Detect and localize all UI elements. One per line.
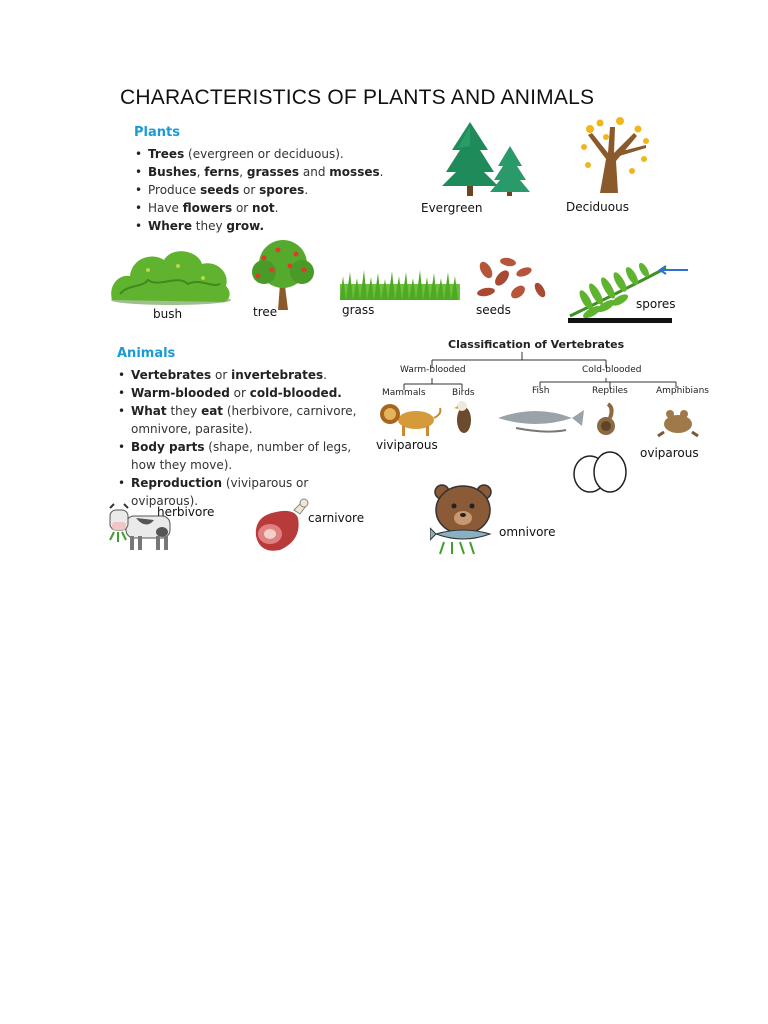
list-item: • Bushes, ferns, grasses and mosses.: [134, 163, 384, 181]
grass-label: grass: [342, 303, 375, 317]
meat-image: [250, 496, 314, 556]
cold-blooded-label: Cold-blooded: [582, 365, 642, 375]
grass-image: [340, 268, 460, 300]
warm-blooded-label: Warm-blooded: [400, 365, 466, 375]
animals-heading: Animals: [117, 346, 176, 361]
herbivore-label: herbivore: [157, 505, 215, 519]
page-title: CHARACTERISTICS OF PLANTS AND ANIMALS: [120, 86, 595, 109]
deciduous-image: [576, 115, 658, 195]
list-item: • Produce seeds or spores.: [134, 181, 384, 199]
plants-heading: Plants: [134, 125, 180, 140]
tree-image: [244, 240, 322, 312]
group-amphibians: Amphibians: [656, 386, 709, 396]
fern-image: [566, 238, 690, 324]
eggs-image: [570, 450, 632, 496]
group-birds: Birds: [452, 388, 475, 398]
list-item: • Vertebrates or invertebrates.: [117, 366, 373, 384]
viviparous-label: viviparous: [376, 438, 438, 452]
evergreen-label: Evergreen: [421, 201, 483, 215]
seeds-image: [472, 254, 552, 300]
list-item: • Have flowers or not.: [134, 199, 384, 217]
evergreen-image: [440, 120, 532, 200]
classification-title: Classification of Vertebrates: [448, 338, 625, 351]
spores-label: spores: [636, 297, 676, 311]
omnivore-label: omnivore: [499, 525, 556, 539]
group-reptiles: Reptiles: [592, 386, 628, 396]
oviparous-label: oviparous: [640, 446, 699, 460]
tree-label: tree: [253, 305, 278, 319]
list-item: • Body parts (shape, number of legs, how they move).: [117, 438, 373, 474]
list-item: • Reproduction (viviparous or oviparous).: [117, 474, 373, 510]
carnivore-label: carnivore: [308, 511, 365, 525]
bear-image: [430, 482, 496, 556]
seeds-label: seeds: [476, 303, 511, 317]
list-item: • What they eat (herbivore, carnivore, omnivore, parasite).: [117, 402, 373, 438]
bush-image: [108, 244, 234, 306]
deciduous-label: Deciduous: [566, 200, 629, 214]
list-item: • Trees (evergreen or deciduous).: [134, 145, 384, 163]
bush-label: bush: [153, 307, 183, 321]
group-fish: Fish: [532, 386, 550, 396]
plants-list: [134, 145, 384, 235]
list-item: • Where they grow.: [134, 217, 384, 235]
list-item: • Warm-blooded or cold-blooded.: [117, 384, 373, 402]
vertebrate-classification-diagram: [366, 334, 712, 442]
animals-list: [117, 366, 373, 510]
group-mammals: Mammals: [382, 388, 426, 398]
